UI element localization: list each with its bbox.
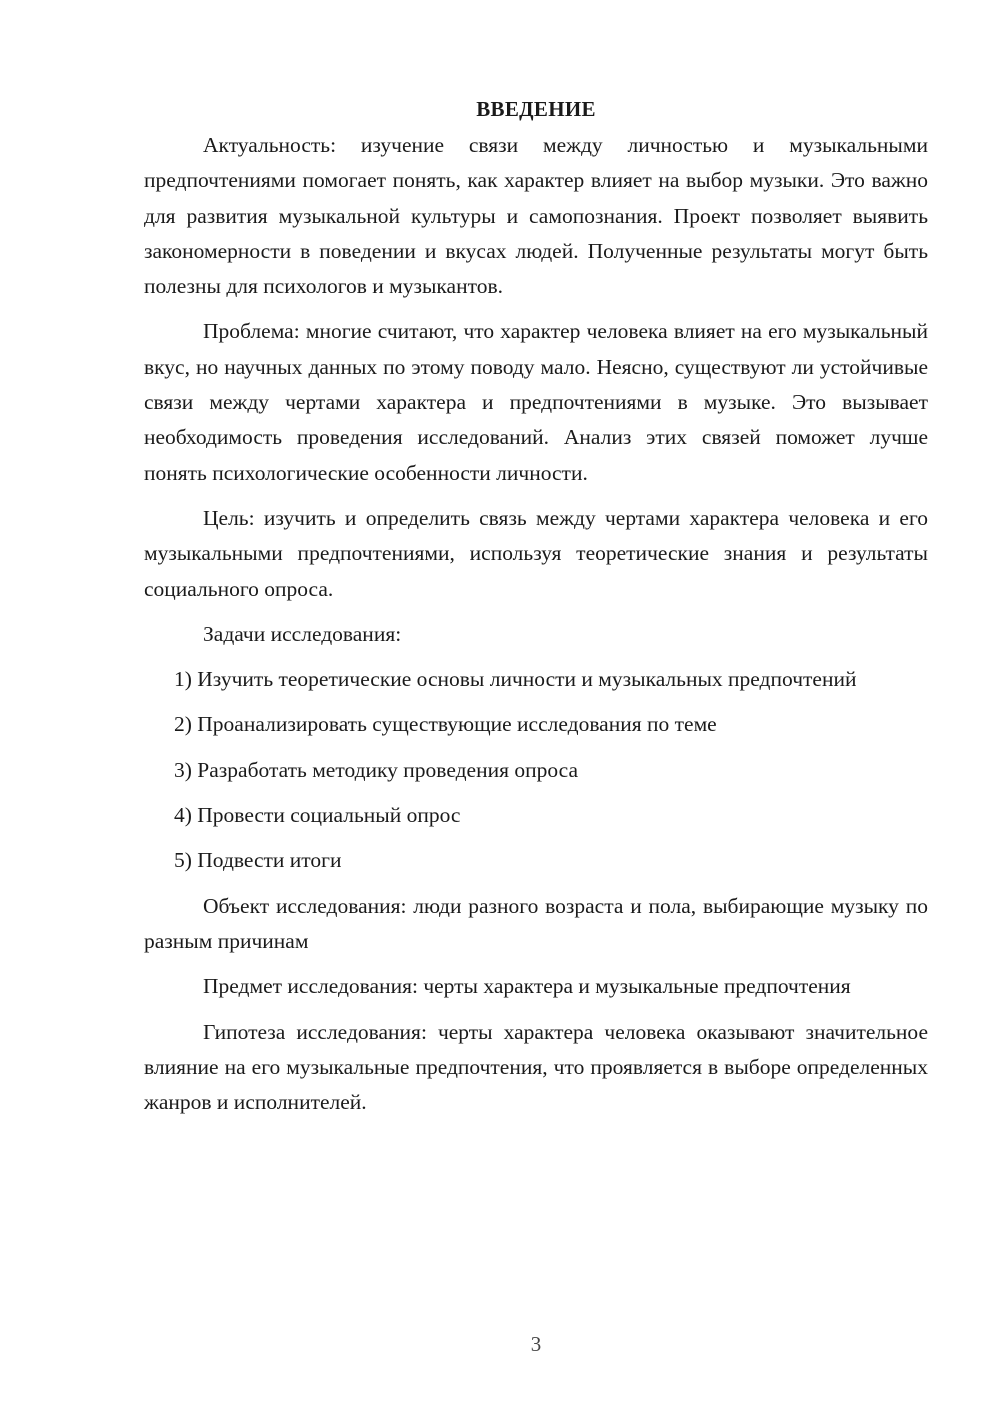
goal-paragraph: Цель: изучить и определить связь между чертами характера человека и его музыкальными предпочтениями, используя теоретические знания и результаты социального опроса.	[144, 505, 928, 601]
task-item: 1) Изучить теоретические основы личности и музыкальных предпочтений	[174, 667, 857, 692]
hypothesis-paragraph: Гипотеза исследования: черты характера человека оказывают значительное влияние на его музыкальные предпочтения, что проявляется в выборе определенных жанров и исполнителей.	[144, 1019, 928, 1115]
problem-paragraph: Проблема: многие считают, что характер человека влияет на его музыкальный вкус, но научных данных по этому поводу мало. Неясно, существуют ли устойчивые связи между чертами характера и предпочтениями в музыке. Это вызывает необходимость проведения исследований. Анализ этих связей поможет лучше понять психологические особенности личности.	[144, 319, 928, 485]
task-item: 3) Разработать методику проведения опроса	[174, 757, 578, 782]
subject-paragraph: Предмет исследования: черты характера и музыкальные предпочтения	[203, 974, 851, 999]
task-item: 5) Подвести итоги	[174, 848, 342, 873]
relevance-paragraph: Актуальность: изучение связи между личностью и музыкальными предпочтениями помогает понять, как характер влияет на выбор музыки. Это важно для развития музыкальной культуры и самопознания. Проект позволяет выявить закономерности в поведении и вкусах людей. Полученные результаты могут быть полезны для психологов и музыкантов.	[144, 133, 928, 299]
task-item: 4) Провести социальный опрос	[174, 803, 461, 828]
object-paragraph: Объект исследования: люди разного возраста и пола, выбирающие музыку по разным причинам	[144, 893, 928, 953]
document-page	[144, 92, 928, 1130]
task-item: 2) Проанализировать существующие исследования по теме	[174, 712, 717, 737]
page-number: 3	[530, 1332, 542, 1356]
tasks-heading: Задачи исследования:	[203, 621, 402, 646]
page-title: ВВЕДЕНИЕ	[476, 97, 596, 121]
